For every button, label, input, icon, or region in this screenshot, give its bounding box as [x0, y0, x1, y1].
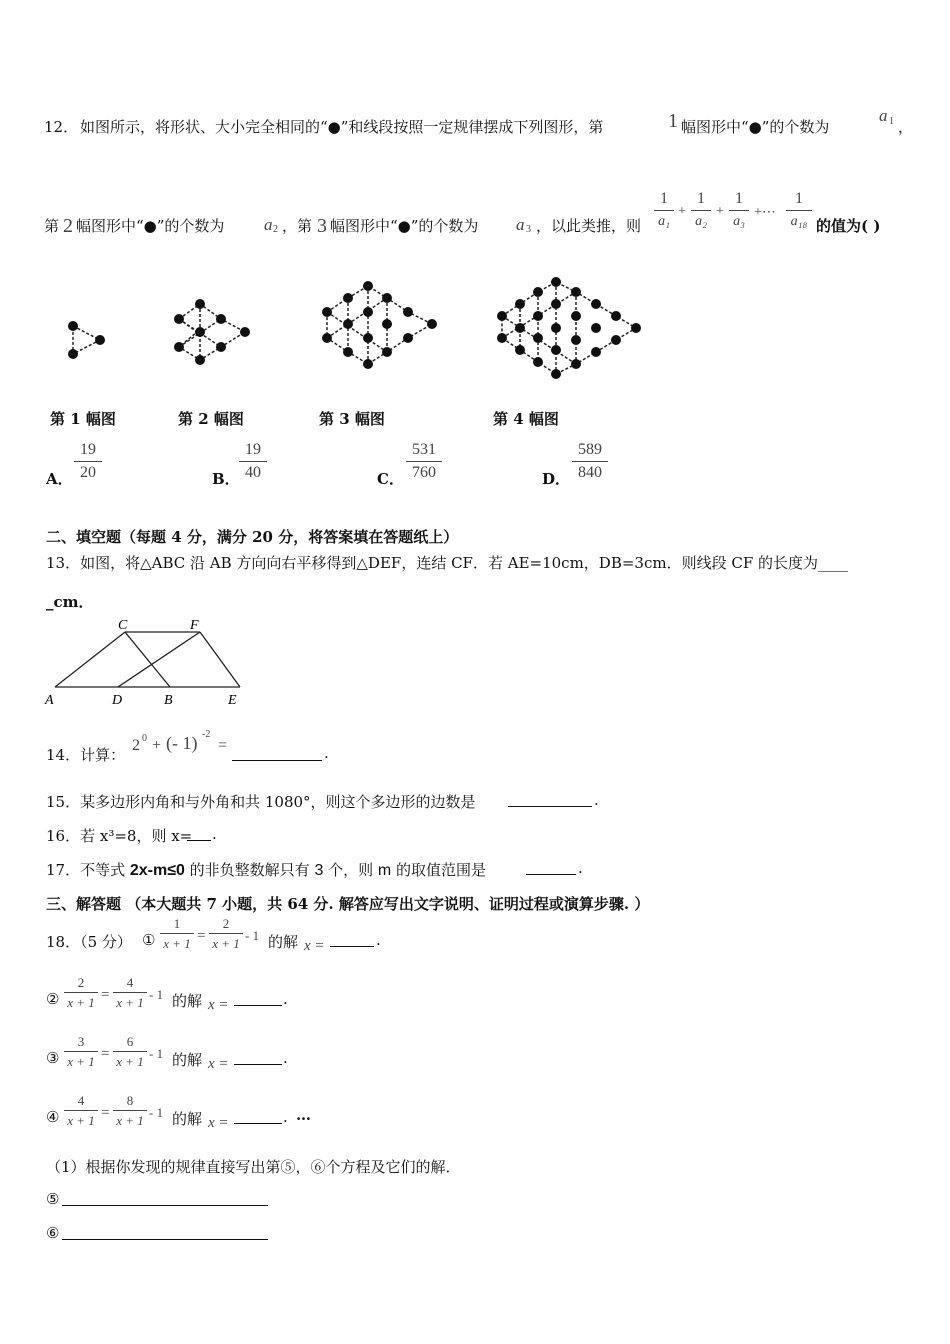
eq3-end: . — [283, 1049, 288, 1067]
q16-end: . — [212, 825, 217, 843]
label-e: E — [228, 693, 237, 708]
eq4-right-frac: 8 x + 1 — [113, 1093, 147, 1128]
eq2-mark: ② — [46, 990, 60, 1008]
q15-end: . — [594, 791, 599, 809]
eq1-eq: = — [197, 928, 206, 944]
eq1-left-frac: 1 x + 1 — [160, 916, 194, 951]
eq2-minus-one: - 1 — [149, 987, 164, 1002]
sum-plus-2: + — [716, 204, 724, 219]
eq3-mark: ③ — [46, 1049, 60, 1067]
section3-title: 三、解答题 （本大题共 7 小题，共 64 分. 解答应写出文字说明、证明过程或演算步骤. ） — [46, 895, 650, 913]
eq2-eq: = — [101, 987, 110, 1003]
q12-n2: 2 — [63, 215, 73, 237]
q14-base1: 2 — [132, 737, 140, 754]
label-f: F — [190, 618, 199, 633]
q14-eq: = — [218, 737, 228, 754]
q12-a3: a — [516, 215, 525, 234]
eq3-eq: = — [101, 1046, 110, 1062]
eq4-x-eq: x = — [208, 1115, 229, 1131]
q17-text-b: 的非负整数解只有 — [184, 861, 315, 879]
q12-a2-sub: 2 — [273, 224, 278, 235]
eq4-solve-text: 的解 — [172, 1110, 203, 1128]
blank6-mark: ⑥ — [46, 1224, 60, 1242]
q13-text: 13．如图，将△ABC 沿 AB 方向向右平移得到△DEF，连结 CF．若 AE=10cm，DB=3cm．则线段 CF 的长度为____ — [46, 554, 849, 572]
sum-plus-dots: +⋯ — [754, 205, 776, 220]
eq2-solve-text: 的解 — [172, 992, 203, 1010]
option-c-frac: 531 760 — [406, 441, 442, 482]
q12-text-1b: 幅图形中“●”的个数为 — [681, 118, 830, 136]
eq4-mark: ④ — [46, 1108, 60, 1126]
q14-plus: + — [152, 737, 162, 754]
eq4-eq: = — [101, 1105, 110, 1121]
eq1-minus-one: - 1 — [245, 928, 260, 943]
q17-answer-blank[interactable] — [526, 874, 576, 875]
q17-text-d: 的取值范围是 — [391, 861, 486, 879]
fig-label-3: 第 3 幅图 — [319, 410, 385, 428]
eq2-end: . — [283, 990, 288, 1008]
fig-label-2: 第 2 幅图 — [178, 410, 244, 428]
q14-end: . — [324, 744, 329, 762]
q12-a1: a — [879, 106, 888, 125]
sum-frac-3: 1 a₃ — [729, 190, 749, 231]
eq1-x-eq: x = — [304, 938, 325, 954]
blank6-answer[interactable] — [62, 1239, 268, 1240]
q14-exp1: 0 — [142, 733, 147, 744]
q17-text-c: 个，则 — [323, 861, 378, 879]
eq3-answer-blank[interactable] — [234, 1064, 282, 1065]
eq1-solve-text: 的解 — [268, 933, 299, 951]
eq1-mark: ① — [142, 931, 156, 949]
option-b-label[interactable]: B． — [212, 470, 240, 488]
q17-text-a: 17．不等式 — [46, 861, 130, 879]
label-c: C — [118, 618, 128, 633]
eq-ellipsis: … — [296, 1106, 311, 1124]
q17-end: . — [578, 859, 583, 877]
q14-exp2: -2 — [202, 729, 211, 740]
q14-text: 14．计算： — [46, 746, 126, 764]
label-d: D — [112, 693, 123, 708]
q12-comma: ， — [898, 118, 914, 136]
q12-text-2c: ，第 — [282, 217, 313, 235]
option-c-label[interactable]: C． — [377, 470, 404, 488]
eq3-right-frac: 6 x + 1 — [113, 1034, 147, 1069]
eq3-minus-one: - 1 — [149, 1046, 164, 1061]
eq4-end: . — [283, 1108, 288, 1126]
fig-label-1: 第 1 幅图 — [50, 410, 116, 428]
q12-text-2e: ，以此类推，则 — [536, 217, 642, 235]
eq2-left-frac: 2 x + 1 — [64, 975, 98, 1010]
q12-n1: 1 — [668, 110, 678, 132]
q12-number: 12． — [44, 118, 79, 136]
q13-triangle-diagram — [40, 612, 255, 712]
q14-answer-blank[interactable] — [232, 760, 322, 761]
blank5-mark: ⑤ — [46, 1190, 60, 1208]
q12-dot-figures — [40, 262, 660, 382]
section2-title: 二、填空题（每题 4 分，满分 20 分，将答案填在答题纸上） — [46, 528, 459, 546]
eq4-answer-blank[interactable] — [234, 1123, 282, 1124]
q16-text: 16．若 x³=8，则 x= — [46, 827, 193, 845]
option-d-frac: 589 840 — [572, 441, 608, 482]
q12-a2: a — [264, 215, 273, 234]
q12-text-2d: 幅图形中“●”的个数为 — [330, 217, 479, 235]
option-d-label[interactable]: D． — [542, 470, 571, 488]
eq1-answer-blank[interactable] — [330, 946, 374, 947]
q17-m: m — [377, 862, 392, 879]
q17-inequality: 2x-m≤0 — [129, 862, 185, 879]
eq2-answer-blank[interactable] — [234, 1005, 282, 1006]
label-b: B — [164, 693, 173, 708]
q12-n3: 3 — [317, 215, 327, 237]
eq1-right-frac: 2 x + 1 — [209, 916, 243, 951]
q12-text-2a: 第 — [44, 217, 60, 235]
eq2-right-frac: 4 x + 1 — [113, 975, 147, 1010]
label-a: A — [45, 693, 54, 708]
sum-frac-2: 1 a₂ — [691, 190, 711, 231]
q12-text-1a: 如图所示，将形状、大小完全相同的“●”和线段按照一定规律摆成下列图形，第 — [80, 118, 604, 136]
q12-text-2f: 的值为( ) — [816, 217, 881, 235]
q16-answer-blank[interactable] — [187, 840, 211, 841]
eq4-left-frac: 4 x + 1 — [64, 1093, 98, 1128]
q12-text-2b: 幅图形中“●”的个数为 — [76, 217, 225, 235]
eq3-x-eq: x = — [208, 1056, 229, 1072]
option-a-frac: 19 20 — [74, 441, 102, 482]
fig-label-4: 第 4 幅图 — [493, 410, 559, 428]
q12-a1-sub: 1 — [889, 116, 894, 127]
sum-frac-1: 1 a₁ — [654, 190, 674, 231]
option-a-label[interactable]: A． — [46, 470, 73, 488]
blank5-answer[interactable] — [62, 1205, 268, 1206]
q13-text-2: _cm． — [46, 593, 94, 611]
q18-part1: （1）根据你发现的规律直接写出第⑤，⑥个方程及它们的解． — [46, 1158, 461, 1176]
sum-plus-1: + — [678, 204, 686, 219]
q12-a3-sub: 3 — [526, 224, 531, 235]
eq2-x-eq: x = — [208, 997, 229, 1013]
option-b-frac: 19 40 — [239, 441, 267, 482]
eq3-left-frac: 3 x + 1 — [64, 1034, 98, 1069]
eq3-solve-text: 的解 — [172, 1051, 203, 1069]
eq4-minus-one: - 1 — [149, 1105, 164, 1120]
q15-answer-blank[interactable] — [508, 806, 592, 807]
q15-text: 15．某多边形内角和与外角和共 1080°，则这个多边形的边数是 — [46, 793, 476, 811]
eq1-end: . — [376, 931, 381, 949]
q18-number: 18．（5 分） — [46, 933, 132, 951]
sum-frac-18: 1 a₁₈ — [786, 190, 812, 231]
dot-figure-dots — [68, 277, 641, 379]
q14-paren: (- 1) — [166, 733, 198, 753]
q17-three: 3 — [314, 862, 324, 879]
